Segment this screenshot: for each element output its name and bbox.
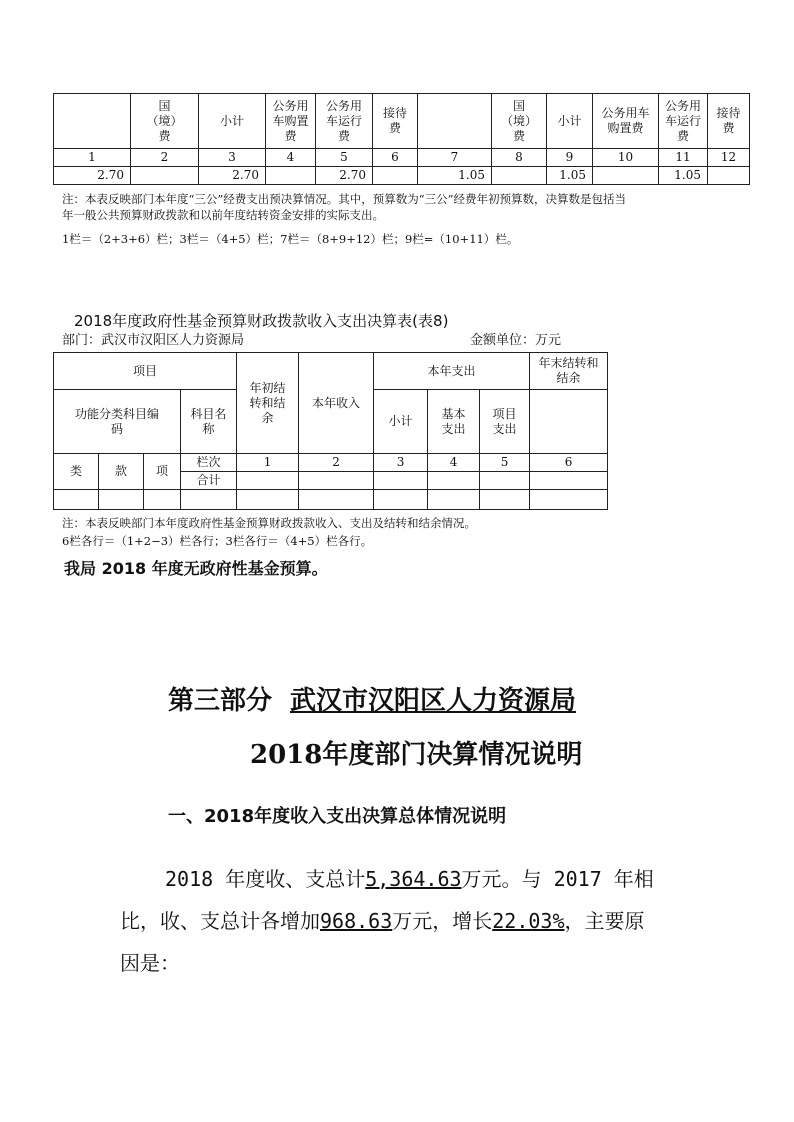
department-name: 武汉市汉阳区人力资源局: [290, 686, 577, 716]
summary-paragraph-cont: [120, 900, 645, 984]
col-number: 1: [54, 149, 131, 167]
header-item: 项目: [54, 353, 237, 390]
table8-title: 2018年度政府性基金预算财政拨款收入支出决算表(表8): [74, 312, 449, 330]
section1-heading: 一、2018年度收入支出决算总体情况说明: [168, 806, 507, 827]
column-number-row: [54, 149, 750, 167]
value-cell: [480, 472, 530, 490]
col-number: 9: [547, 149, 593, 167]
text-segment: 万元。与 2017 年相: [461, 867, 654, 891]
value-cell: [237, 490, 299, 510]
col-number: 4: [428, 454, 480, 472]
value-cell: [530, 490, 608, 510]
table7-note-line2: 年一般公共预算财政拨款和以前年度结转资金安排的实际支出。: [62, 208, 384, 222]
part3-title-line2: 2018年度部门决算情况说明: [250, 740, 583, 770]
summary-paragraph: [165, 858, 654, 900]
three-public-expense-table: [53, 93, 750, 185]
department-label: 部门：武汉市汉阳区人力资源局: [62, 333, 245, 348]
value-cell: [492, 167, 547, 185]
column-number-row: [54, 454, 608, 472]
col-number: 11: [659, 149, 708, 167]
text-segment: 因是：: [120, 951, 180, 975]
value-cell: [181, 490, 237, 510]
col-number: 12: [708, 149, 750, 167]
table-header-row: [54, 353, 608, 390]
table7-note-line3: 1栏＝（2+3+6）栏；3栏＝（4+5）栏；7栏＝（8+9+12）栏；9栏=（10+11）栏。: [62, 232, 519, 246]
text-segment: 2018 年度收、支总计: [165, 867, 366, 891]
value-cell: 1.05: [418, 167, 492, 185]
col-number: 10: [593, 149, 659, 167]
col-number: 5: [480, 454, 530, 472]
col-number: 6: [373, 149, 418, 167]
government-fund-table: [53, 352, 608, 510]
text-segment: ，主要原: [564, 909, 645, 933]
value-cell: 1.05: [547, 167, 593, 185]
paragraph-line: [120, 942, 645, 984]
part3-title-line1: [168, 680, 576, 717]
col-number: 2: [299, 454, 374, 472]
no-fund-statement: 我局 2018 年度无政府性基金预算。: [64, 559, 328, 578]
header-cell: 小计: [199, 94, 266, 149]
value-cell: [131, 167, 199, 185]
row-lanci: 栏次: [181, 454, 237, 472]
value-cell: [144, 490, 181, 510]
table8-note-line2: 6栏各行＝（1+2−3）栏各行；3栏各行＝（4+5）栏各行。: [62, 534, 373, 548]
header-cell: 接待 费: [373, 94, 418, 149]
col-number: 3: [374, 454, 428, 472]
row-total: 合计: [181, 472, 237, 490]
value-cell: [373, 167, 418, 185]
header-kuan: 款: [99, 454, 144, 490]
value-cell: 1.05: [659, 167, 708, 185]
header-cell: [418, 94, 492, 149]
value-cell: [708, 167, 750, 185]
text-segment: 万元，增长: [392, 909, 493, 933]
table-header-row: [54, 94, 750, 149]
header-cell: [54, 94, 131, 149]
header-cell: 公务用 车运行 费: [659, 94, 708, 149]
col-number: 4: [266, 149, 316, 167]
table7-note-line1: 注：本表反映部门本年度“三公”经费支出预决算情况。其中，预算数为“三公”经费年初预算数，决算数是包括当: [62, 192, 627, 206]
value-cell: [266, 167, 316, 185]
header-cell: 公务用车 购置费: [593, 94, 659, 149]
header-subject-name: 科目名 称: [181, 390, 237, 454]
value-cell: [299, 472, 374, 490]
value-cell: [374, 472, 428, 490]
header-end-empty: [530, 390, 608, 454]
header-project: 项目 支出: [480, 390, 530, 454]
value-cell: 2.70: [199, 167, 266, 185]
value-cell: [593, 167, 659, 185]
table8-note-line1: 注：本表反映部门本年度政府性基金预算财政拨款收入、支出及结转和结余情况。: [62, 516, 476, 530]
table-row: [54, 490, 608, 510]
header-cell: 接待 费: [708, 94, 750, 149]
header-cell: 公务用 车运行 费: [316, 94, 373, 149]
header-func-code: 功能分类科目编 码: [54, 390, 181, 454]
col-number: 6: [530, 454, 608, 472]
value-cell: [54, 490, 99, 510]
header-cell: 小计: [547, 94, 593, 149]
header-xiang: 项: [144, 454, 181, 490]
header-income: 本年收入: [299, 353, 374, 454]
value-cell: 2.70: [54, 167, 131, 185]
total-amount: 5,364.63: [365, 867, 462, 891]
header-cell: 国 （境） 费: [131, 94, 199, 149]
header-subtotal: 小计: [374, 390, 428, 454]
growth-rate: 22.03%: [492, 909, 565, 933]
text-segment: 比，收、支总计各增加: [120, 909, 320, 933]
value-cell: [374, 490, 428, 510]
value-cell: [480, 490, 530, 510]
value-cell: [299, 490, 374, 510]
value-cell: [237, 472, 299, 490]
value-cell: 2.70: [316, 167, 373, 185]
value-cell: [428, 472, 480, 490]
header-cell: 公务用 车购置 费: [266, 94, 316, 149]
header-end-balance: 年末结转和 结余: [530, 353, 608, 390]
header-basic: 基本 支出: [428, 390, 480, 454]
value-cell: [530, 472, 608, 490]
unit-label: 金额单位：万元: [470, 333, 562, 348]
header-begin-balance: 年初结 转和结 余: [237, 353, 299, 454]
col-number: 2: [131, 149, 199, 167]
value-cell: [99, 490, 144, 510]
value-cell: [428, 490, 480, 510]
col-number: 1: [237, 454, 299, 472]
paragraph-line: [165, 858, 654, 900]
paragraph-line: [120, 900, 645, 942]
col-number: 7: [418, 149, 492, 167]
col-number: 8: [492, 149, 547, 167]
part3-label: 第三部分: [168, 686, 273, 716]
col-number: 3: [199, 149, 266, 167]
header-lei: 类: [54, 454, 99, 490]
col-number: 5: [316, 149, 373, 167]
increase-amount: 968.63: [320, 909, 393, 933]
header-expense: 本年支出: [374, 353, 530, 390]
table-row: [54, 167, 750, 185]
header-cell: 国 （境） 费: [492, 94, 547, 149]
